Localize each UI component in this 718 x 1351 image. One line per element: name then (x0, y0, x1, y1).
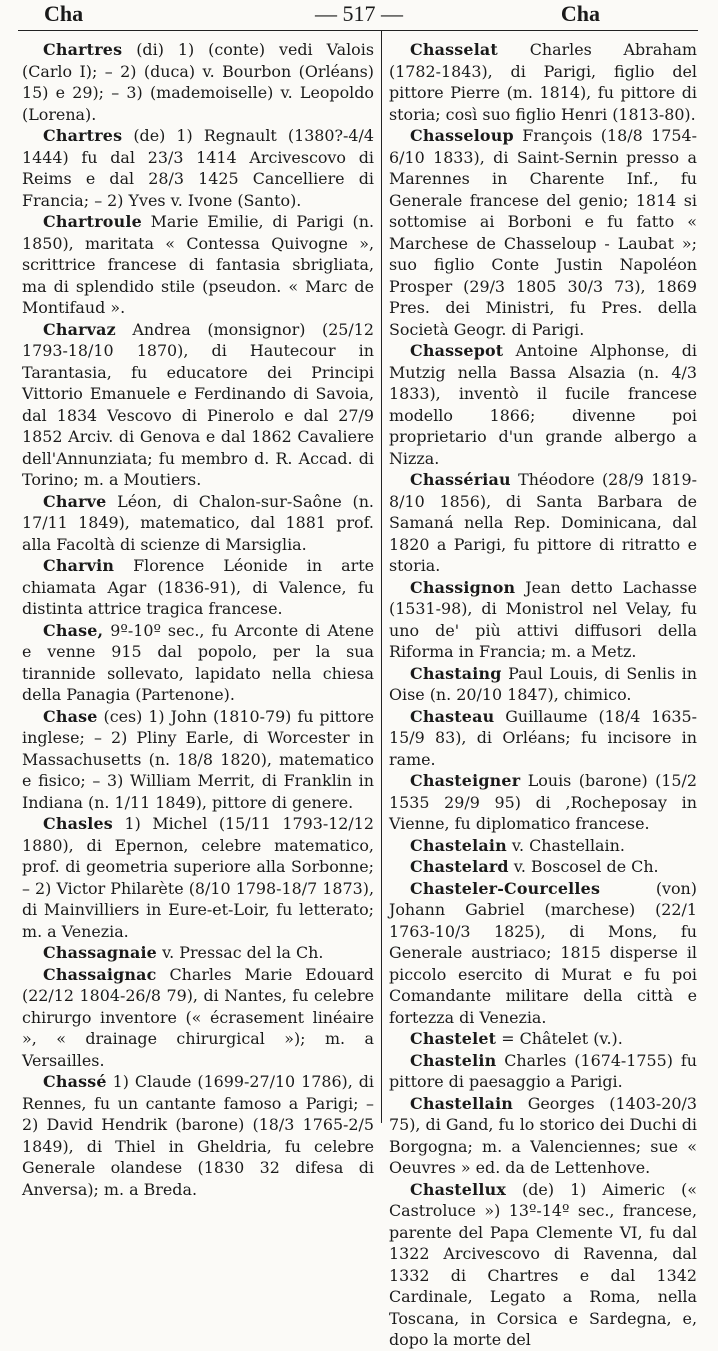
entry-headword: Chastaing (410, 663, 502, 683)
entry-text: 9º-10º sec., fu Arconte di Atene e venne 915 dal popolo, per la sua tirannide sollevato, lapidato nella chiesa della Panagia (Partenone). (22, 620, 374, 704)
entry-headword: Chase, (43, 620, 104, 640)
entry-text: Charles (1674-1755) fu pittore di paesaggio a Parigi. (389, 1050, 697, 1091)
entry-text: Marie Emilie, di Parigi (n. 1850), maritata « Contessa Quivogne », scrittrice francese di fantasia sbrigliata, ma di splendido stile (pseudon. « Marc de Montifaud ». (22, 212, 374, 317)
entry-headword: Chastellux (410, 1179, 506, 1199)
entry (22, 555, 374, 620)
header-left-guideword: Cha (44, 1, 84, 26)
entry-headword: Chassepot (410, 341, 504, 360)
entry (22, 706, 374, 814)
entry-headword: Chassaignac (43, 964, 157, 984)
page-number: — 517 — (315, 1, 403, 26)
entry-text: Léon, di Chalon-sur-Saône (n. 17/11 1849), matematico, dal 1881 prof. alla Facoltà di scienze di Marsiglia. (22, 491, 374, 554)
entry-text: (von) Johann Gabriel (marchese) (22/1 1763-10/3 1825), di Mons, fu Generale austriaco; 1815 disperse il piccolo esercito di Murat e fu poi Comandante militare della città e fortezza di Venezia. (389, 878, 697, 1027)
entry-headword: Chassignon (410, 577, 516, 597)
entry (389, 577, 697, 663)
entry-text: Jean detto Lachasse (1531-98), di Monistrol nel Velay, fu uno de' più attivi diffusori della Riforma in Francia; m. a Metz. (389, 577, 697, 661)
entry (22, 491, 374, 556)
entry (22, 813, 374, 942)
entry-headword: Charvin (43, 556, 115, 575)
entry-headword: Chasselat (410, 40, 498, 59)
entry-text: François (18/8 1754-6/10 1833), di Saint-Sernin presso a Marennes in Charente Inf., fu Generale francese del genio; 1814 si sottomise ai Borboni e fu fatto « Marchese de Chasseloup - Laubat »; suo figlio Conte Justin Napoléon Prosper (29/3 1805 30/3 73), 1869 Pres. dei Ministri, fu Pres. della Società Geogr. di Parigi. (389, 126, 697, 339)
entry (22, 319, 374, 491)
entry-headword: Chartres (43, 40, 123, 59)
entry (22, 964, 374, 1072)
entry-text: Charles Abraham (1782-1843), di Parigi, figlio del pittore Pierre (m. 1814), fu pittore di storia; così suo figlio Henri (1813-80). (389, 40, 697, 124)
entry-text: (de) 1) Regnault (1380?-4/4 1444) fu dal 23/3 1414 Arcivescovo di Reims e dal 28/3 1425 Cancelliere di Francia; – 2) Yves v. Ivone (Santo). (22, 126, 374, 210)
entry (22, 211, 374, 319)
entry-text: (di) 1) (conte) vedi Valois (Carlo I); – 2) (duca) v. Bourbon (Orléans) 15) e 29); – 3) (mademoiselle) v. Leopoldo (Lorena). (22, 40, 374, 124)
entry-text: Paul Louis, di Senlis in Oise (n. 20/10 1847), chimico. (389, 663, 697, 704)
entry-text: v. Pressac del la Ch. (162, 943, 324, 962)
entry-text: (de) 1) Aimeric (« Castroluce ») 13º-14º sec., francese, parente del Papa Clemente VI, fu dal 1322 Arcivescovo di Ravenna, dal 1332 di Chartres e dal 1342 Cardinale, Legato a Roma, nella Toscana, in Corsica e Sardegna, e, dopo la morte del (389, 1179, 697, 1349)
entry-headword: Charve (43, 491, 107, 511)
left-column (22, 39, 374, 1200)
entry-text: 1) Claude (1699-27/10 1786), di Rennes, fu un cantante famoso a Parigi; – 2) David Hendrik (barone) (18/3 1765-2/5 1849), di Thiel in Gheldria, fu celebre Generale olandese (1830 32 difesa di Anversa); m. a Breda. (22, 1072, 374, 1199)
entry-text: v. Boscosel de Ch. (513, 857, 659, 876)
entry-text: Louis (barone) (15/2 1535 29/9 95) di ,Rocheposay in Vienne, fu diplomatico francese. (389, 771, 697, 833)
entry-headword: Chassériau (410, 470, 511, 489)
entry (389, 340, 697, 469)
entry-text: 1) Michel (15/11 1793-12/12 1880), di Epernon, celebre matematico, prof. di geometria superiore alla Sorbonne; – 2) Victor Philarète (8/10 1798-18/7 1873), di Mainvilliers in Eure-et-Loir, fu letterato; m. a Venezia. (22, 814, 374, 941)
entry-headword: Chassagnaie (43, 943, 157, 962)
entry-text: = Châtelet (v.). (501, 1029, 623, 1048)
entry-headword: Chartroule (43, 212, 142, 231)
entry-text: Florence Léonide in arte chiamata Agar (1836-91), di Valence, fu distinta attrice tragica francese. (22, 556, 374, 618)
entry (22, 39, 374, 125)
entry-headword: Chastelin (410, 1050, 497, 1070)
entry-headword: Chastelain (410, 835, 507, 855)
entry (389, 469, 697, 577)
header-right-guideword: Cha (560, 1, 600, 26)
entry (389, 878, 697, 1029)
entry-headword: Chasteler-Courcelles (410, 878, 601, 898)
entry-headword: Chasseloup (410, 126, 514, 145)
entry-text: v. Chastellain. (511, 835, 625, 855)
entry (389, 39, 697, 125)
entry-text: Georges (1403-20/3 75), di Gand, fu lo storico dei Duchi di Borgogna; m. a Valenciennes; sue « Oeuvres » ed. da de Lettenhove. (389, 1093, 697, 1177)
entry (389, 1050, 697, 1093)
entry-headword: Chastellain (410, 1093, 514, 1113)
entry-headword: Chastelard (410, 857, 509, 876)
header-rule (18, 30, 698, 31)
entry (389, 1179, 697, 1351)
entry-text: Charles Marie Edouard (22/12 1804-26/8 79), di Nantes, fu celebre chirurgo inventore (« écrasement linéaire », « drainage chirurgical »); m. a Versailles. (22, 964, 374, 1070)
entry (22, 620, 374, 706)
entry (22, 1071, 374, 1200)
entry (389, 1028, 697, 1050)
entry (22, 942, 374, 964)
entry (389, 1093, 697, 1179)
entry (389, 706, 697, 771)
entry (389, 856, 697, 878)
entry (389, 835, 697, 857)
entry-headword: Chassé (43, 1072, 107, 1091)
entry (389, 125, 697, 340)
entry-headword: Chase (43, 706, 98, 726)
entry-text: Guillaume (18/4 1635-15/9 83), di Orléans; fu incisore in rame. (389, 706, 697, 769)
running-header (0, 0, 718, 30)
entry (389, 663, 697, 706)
entry-text: Théodore (28/9 1819-8/10 1856), di Santa Barbara de Samaná nella Rep. Dominicana, dal 1820 a Parigi, fu pittore di ritratto e storia. (389, 470, 697, 575)
right-column (389, 39, 697, 1351)
entry-text: (ces) 1) John (1810-79) fu pittore inglese; – 2) Pliny Earle, di Worcester in Massachusetts (n. 18/8 1820), matematico e fisico; – 3) William Merrit, di Franklin in Indiana (n. 1/11 1849), pittore di genere. (22, 706, 374, 812)
entry-headword: Chastelet (410, 1029, 497, 1048)
entry-text: Antoine Alphonse, di Mutzig nella Bassa Alsazia (n. 4/3 1833), inventò il fucile francese modello 1866; divenne poi proprietario d'un grande albergo a Nizza. (389, 341, 697, 468)
entry-headword: Chasteau (410, 706, 495, 726)
entry-headword: Chasles (43, 814, 113, 833)
entry-text: Andrea (monsignor) (25/12 1793-18/10 1870), di Hautecour in Tarantasia, fu educatore dei Principi Vittorio Emanuele e Ferdinando di Savoia, dal 1834 Vescovo di Pinerolo e dal 27/9 1852 Arciv. di Genova e dal 1862 Cavaliere dell'Annunziata; fu membro d. R. Accad. di Torino; m. a Moutiers. (22, 319, 374, 489)
entry-headword: Charvaz (43, 319, 116, 339)
entry-headword: Chasteigner (410, 771, 521, 790)
column-separator (381, 31, 382, 1123)
entry-headword: Chartres (43, 126, 123, 145)
entry (389, 770, 697, 835)
entry (22, 125, 374, 211)
